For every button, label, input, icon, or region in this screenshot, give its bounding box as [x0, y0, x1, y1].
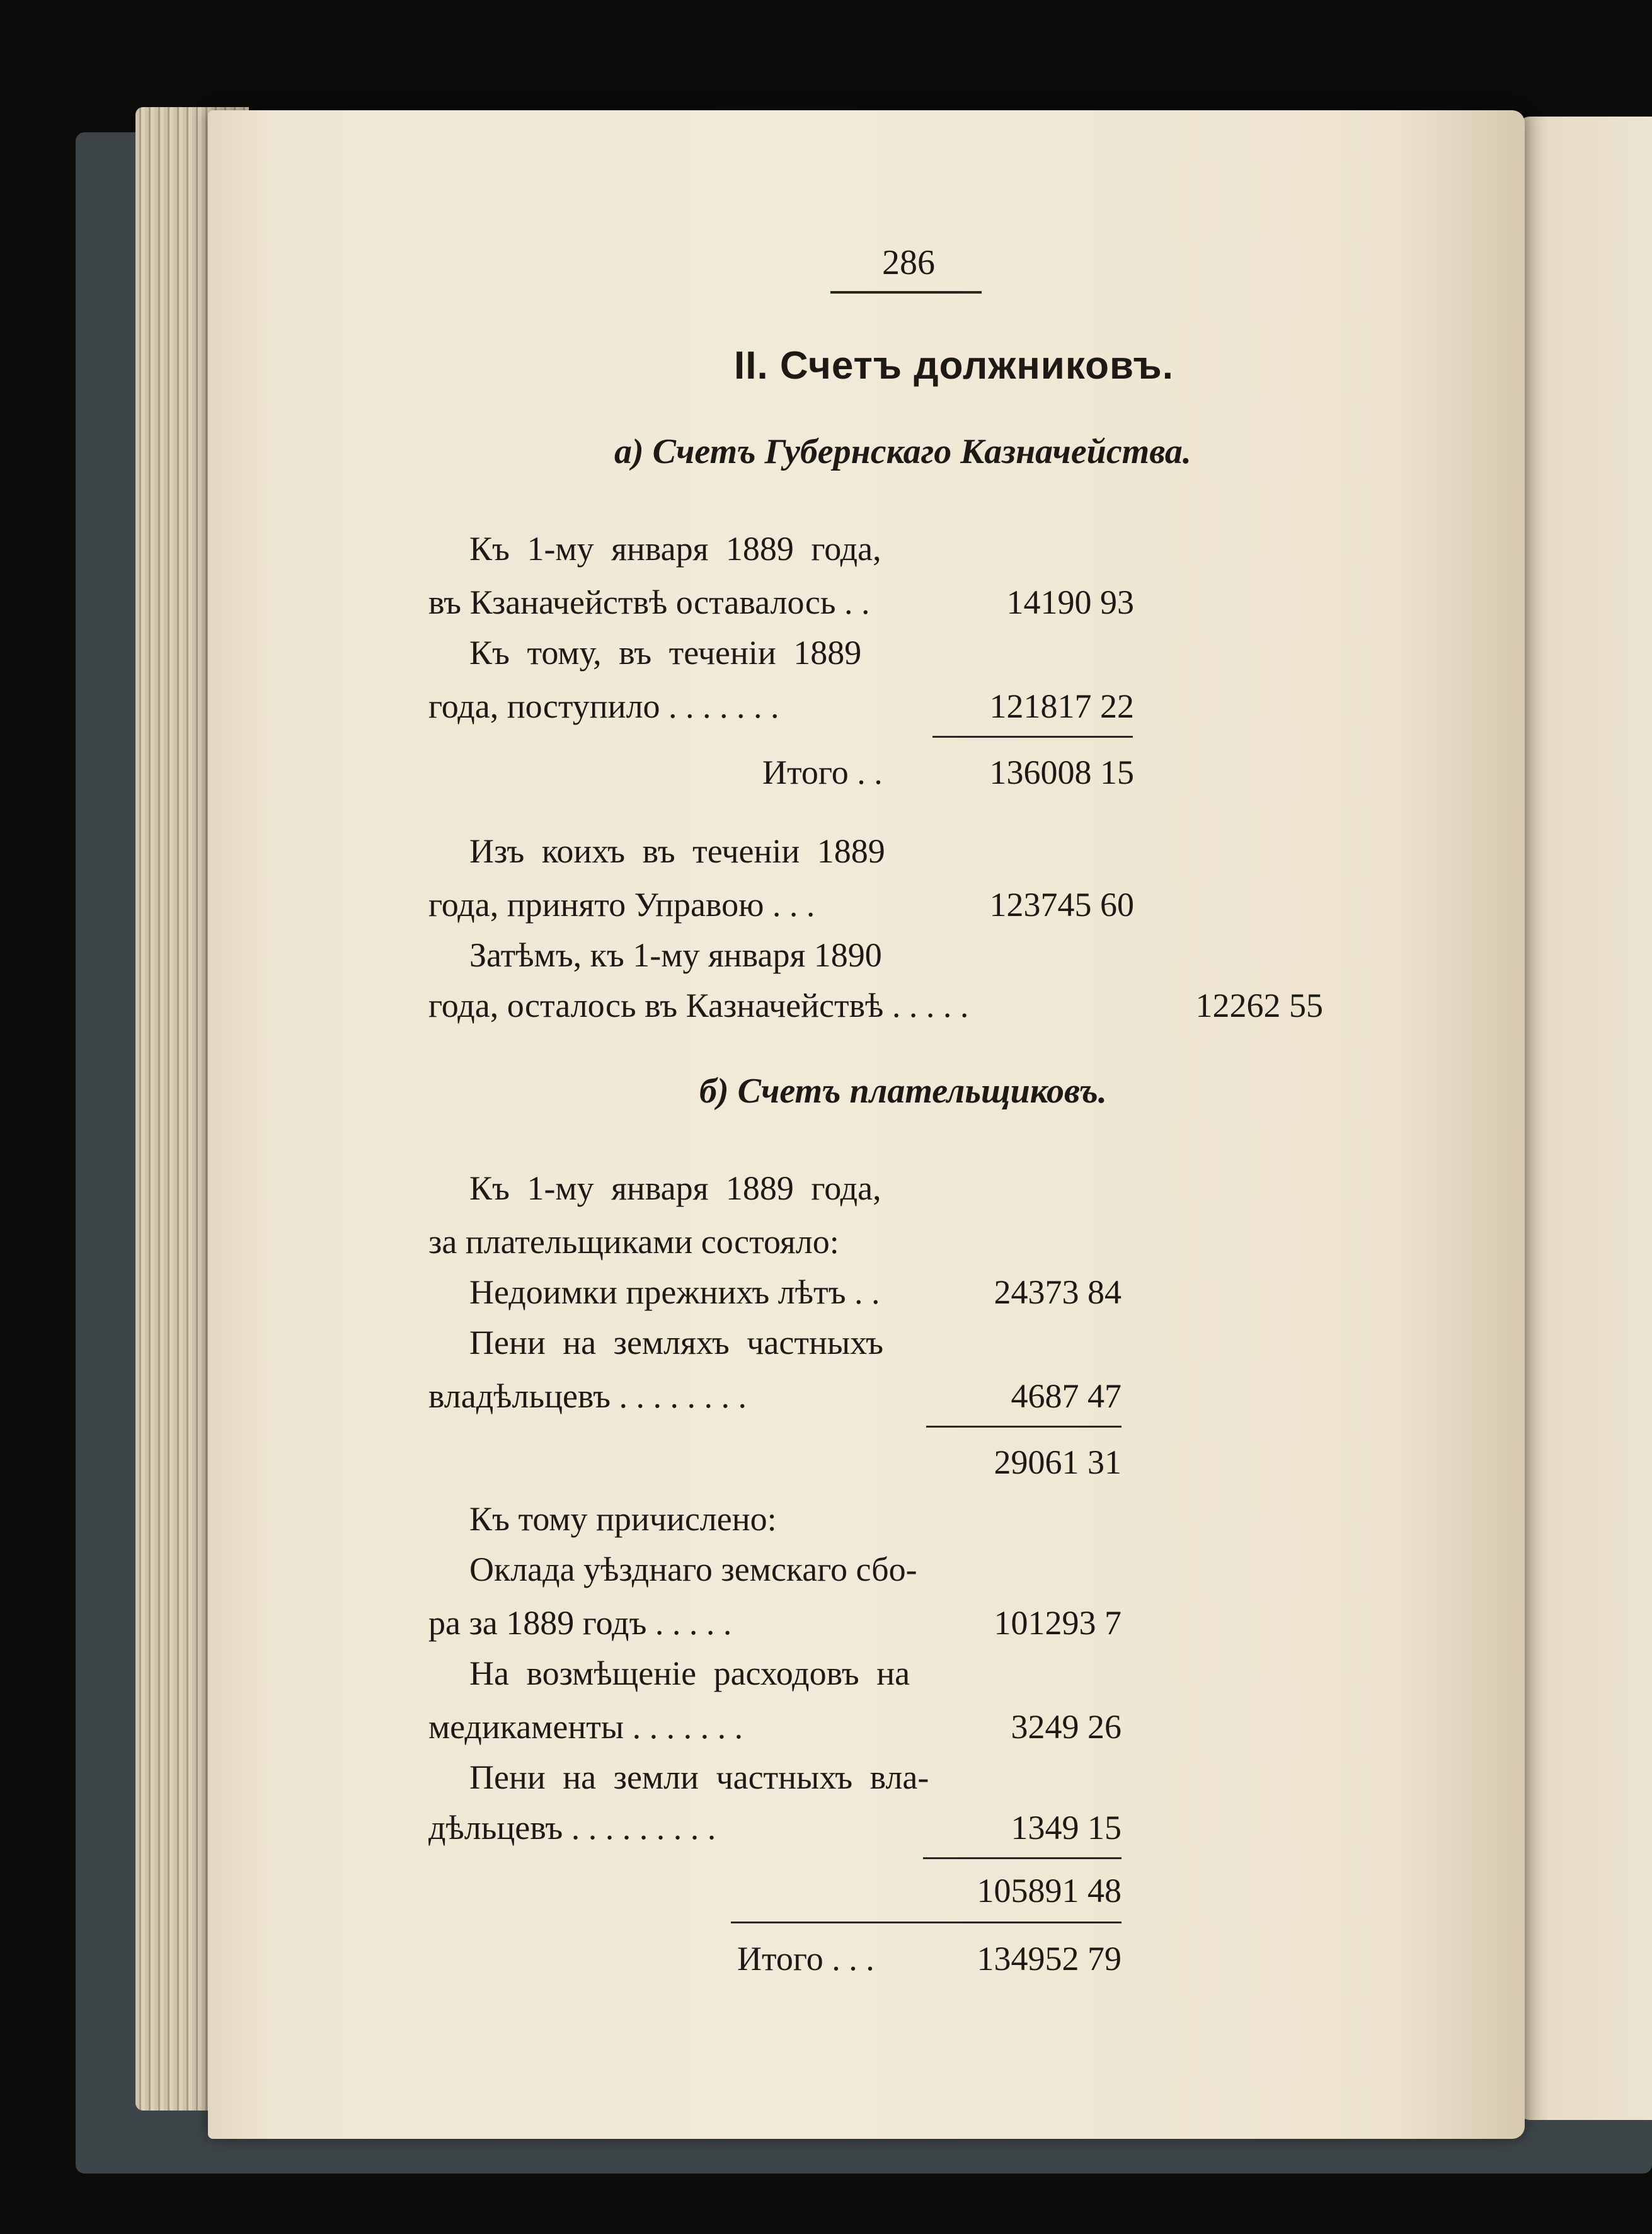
amount: 24373 84 — [994, 1273, 1121, 1311]
text-line: ра за 1889 годъ . . . . . — [428, 1604, 732, 1642]
text-line: Затѣмъ, къ 1-му января 1890 — [469, 936, 882, 974]
text-line: медикаменты . . . . . . . — [428, 1708, 743, 1746]
page-number: 286 — [882, 243, 935, 282]
sum-rule — [932, 736, 1133, 738]
amount: 121817 22 — [989, 687, 1134, 725]
amount: 101293 7 — [994, 1604, 1121, 1642]
text-line: На возмѣщеніе расходовъ на — [469, 1654, 910, 1692]
amount: 14190 93 — [1006, 583, 1134, 621]
subtotal-amount: 105891 48 — [977, 1872, 1121, 1910]
subsection-b-title: б) Счетъ плательщиковъ. — [699, 1072, 1107, 1111]
text-line: Къ тому, въ теченіи 1889 — [469, 634, 862, 672]
sum-rule — [731, 1922, 1121, 1923]
total-label: Итого . . . — [737, 1940, 875, 1978]
text-line: года, принято Управою . . . — [428, 886, 815, 924]
text-line: года, осталось въ Казначействѣ . . . . . — [428, 987, 969, 1024]
text-line: года, поступило . . . . . . . — [428, 687, 779, 725]
section-heading: II. Счетъ должниковъ. — [734, 344, 1174, 387]
balance-amount: 12262 55 — [1195, 987, 1323, 1024]
amount: 123745 60 — [989, 886, 1134, 924]
total-label: Итого . . — [762, 753, 883, 791]
text-line: Недоимки прежнихъ лѣтъ . . — [469, 1273, 880, 1311]
text-line: Пени на земляхъ частныхъ — [469, 1324, 883, 1361]
text-line: Пени на земли частныхъ вла- — [469, 1758, 929, 1796]
text-line: Къ 1-му января 1889 года, — [469, 1169, 881, 1207]
amount: 3249 26 — [1011, 1708, 1121, 1746]
sum-rule — [926, 1426, 1121, 1428]
page-number-rule — [830, 291, 982, 294]
text-line: Къ тому причислено: — [469, 1500, 777, 1538]
text-line: въ Кзаначействѣ оставалось . . — [428, 583, 870, 621]
text-line: Изъ коихъ въ теченіи 1889 — [469, 832, 885, 870]
sum-rule — [923, 1857, 1121, 1859]
total-amount: 136008 15 — [989, 753, 1134, 791]
total-amount: 134952 79 — [977, 1940, 1121, 1978]
subtotal-amount: 29061 31 — [994, 1443, 1121, 1481]
text-line: Оклада уѣзднаго земскаго сбо- — [469, 1550, 917, 1588]
text-line: за плательщиками состояло: — [428, 1223, 839, 1261]
amount: 4687 47 — [1011, 1377, 1121, 1415]
text-line: владѣльцевъ . . . . . . . . — [428, 1377, 747, 1415]
amount: 1349 15 — [1011, 1809, 1121, 1847]
text-line: дѣльцевъ . . . . . . . . . — [428, 1809, 716, 1847]
text-line: Къ 1-му января 1889 года, — [469, 530, 881, 568]
subsection-a-title: а) Счетъ Губернскаго Казначейства. — [614, 432, 1191, 471]
